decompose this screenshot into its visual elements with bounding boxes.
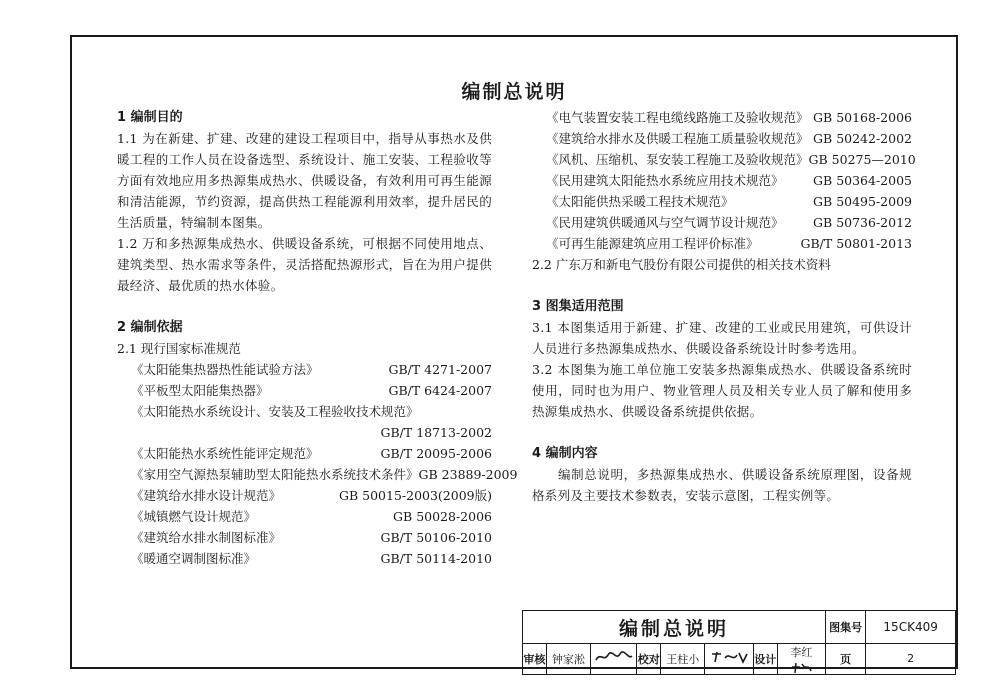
standard-code: GB 23889-2009 <box>418 467 518 482</box>
signature-scribble <box>709 650 749 664</box>
standard-item <box>117 485 492 506</box>
standard-code: GB/T 6424-2007 <box>388 383 492 398</box>
page-label: 页 <box>826 644 866 675</box>
check-label: 校对 <box>637 644 661 675</box>
standard-name: 《太阳能热水系统设计、安装及工程验收技术规范》 <box>131 404 419 419</box>
title-block-title: 编制总说明 <box>523 611 826 644</box>
standard-name: 《民用建筑供暖通风与空气调节设计规范》 <box>546 215 784 230</box>
standard-item <box>117 422 492 443</box>
standard-code: GB 50275—2010 <box>808 152 916 167</box>
standard-name: 《城镇燃气设计规范》 <box>131 509 257 524</box>
standard-name: 《平板型太阳能集热器》 <box>131 383 269 398</box>
standard-code: GB/T 50801-2013 <box>800 236 912 251</box>
paragraph-1-1: 1.1 为在新建、扩建、改建的建设工程项目中，指导从事热水及供暖工程的工作人员在设备选型、系统设计、施工安装、工程验收等方面有效地应用多热源集成热水、供暖设备，有效利用可再生能源和清洁能源，节约资源，提高供热工程能源利用效率，提升居民的生活质量，特编制本图集。 <box>117 131 492 230</box>
standard-code: GB 50015-2003(2009版) <box>338 488 492 503</box>
standard-item <box>117 548 492 569</box>
standard-code: GB 50495-2009 <box>813 194 912 209</box>
standard-item <box>532 233 912 254</box>
standard-name: 《民用建筑太阳能热水系统应用技术规范》 <box>546 173 784 188</box>
standard-name: 《家用空气源热泵辅助型太阳能热水系统技术条件》 <box>131 467 419 482</box>
paragraph-3-2: 3.2 本图集为施工单位施工安装多热源集成热水、供暖设备系统时使用，同时也为用户、物业管理人员及相关专业人员了解和使用多热源集成热水、供暖设备系统提供依据。 <box>532 362 912 419</box>
paragraph-2-2: 2.2 广东万和新电气股份有限公司提供的相关技术资料 <box>532 257 831 272</box>
standard-item <box>532 128 912 149</box>
reviewer-name: 钟家淞 <box>546 644 590 675</box>
standard-code: GB 50736-2012 <box>813 215 912 230</box>
designer-name: 李红 <box>790 646 813 659</box>
signature-scribble <box>594 650 634 664</box>
paragraph-2-1: 2.1 现行国家标准规范 <box>117 341 241 356</box>
reviewer-signature <box>591 644 637 675</box>
standard-code: GB/T 50106-2010 <box>380 530 492 545</box>
design-label: 设计 <box>753 644 777 675</box>
standard-code: GB/T 20095-2006 <box>380 446 492 461</box>
standard-code: GB 50242-2002 <box>813 131 912 146</box>
standard-name: 《建筑给水排水设计规范》 <box>131 488 282 503</box>
designer-cell <box>777 644 825 675</box>
standard-item <box>117 401 492 422</box>
standard-code: GB/T 50114-2010 <box>380 551 492 566</box>
left-column <box>117 107 518 569</box>
standard-item <box>532 149 916 170</box>
standard-code: GB/T 4271-2007 <box>388 362 492 377</box>
standard-code: GB 50364-2005 <box>813 173 912 188</box>
page-number: 2 <box>866 644 956 675</box>
standard-item <box>117 380 492 401</box>
standard-name: 《建筑给水排水及供暖工程施工质量验收规范》 <box>546 131 809 146</box>
standard-name: 《可再生能源建筑应用工程评价标准》 <box>546 236 759 251</box>
page-title: 编制总说明 <box>461 81 567 103</box>
standard-item <box>532 191 912 212</box>
review-label: 审核 <box>523 644 547 675</box>
section-4-heading: 4 编制内容 <box>532 446 598 461</box>
standard-name <box>117 422 131 443</box>
left-standards-list <box>117 359 518 569</box>
standard-name: 《建筑给水排水制图标准》 <box>131 530 282 545</box>
paragraph-1-2: 1.2 万和多热源集成热水、供暖设备系统，可根据不同使用地点、建筑类型、热水需求等条件，灵活搭配热源形式，旨在为用户提供最经济、最优质的热水体验。 <box>117 236 492 293</box>
standard-item <box>532 170 912 191</box>
standard-item <box>117 527 492 548</box>
standard-item <box>532 212 912 233</box>
signature-scribble <box>790 661 812 674</box>
section-2-heading: 2 编制依据 <box>117 320 183 335</box>
standard-name: 《太阳能热水系统性能评定规范》 <box>131 446 319 461</box>
checker-name: 王柱小 <box>661 644 705 675</box>
standard-name: 《电气装置安装工程电缆线路施工及验收规范》 <box>546 110 809 125</box>
drawing-frame <box>70 35 958 669</box>
standard-name: 《太阳能集热器热性能试验方法》 <box>131 362 319 377</box>
standard-code: GB 50028-2006 <box>393 509 492 524</box>
title-block <box>522 610 956 675</box>
standard-name: 《暖通空调制图标准》 <box>131 551 257 566</box>
standard-name: 《风机、压缩机、泵安装工程施工及验收规范》 <box>546 152 809 167</box>
section-1-heading: 1 编制目的 <box>117 110 183 125</box>
standard-item <box>117 359 492 380</box>
right-column <box>532 107 916 506</box>
standard-code: GB/T 18713-2002 <box>380 425 492 440</box>
standard-item <box>532 107 912 128</box>
paragraph-4: 编制总说明，多热源集成热水、供暖设备系统原理图，设备规格系列及主要技术参数表，安装示意图，工程实例等。 <box>532 467 912 503</box>
section-3-heading: 3 图集适用范围 <box>532 299 624 314</box>
paragraph-3-1: 3.1 本图集适用于新建、扩建、改建的工业或民用建筑，可供设计人员进行多热源集成热水、供暖设备系统设计时参考选用。 <box>532 320 912 356</box>
standard-code: GB 50168-2006 <box>813 110 912 125</box>
right-standards-list <box>532 107 916 254</box>
atlas-no-value: 15CK409 <box>866 611 956 644</box>
atlas-no-label: 图集号 <box>826 611 866 644</box>
standard-name: 《太阳能供热采暖工程技术规范》 <box>546 194 734 209</box>
standard-item <box>117 506 492 527</box>
standard-item <box>117 443 492 464</box>
standard-item <box>117 464 518 485</box>
checker-signature <box>705 644 753 675</box>
